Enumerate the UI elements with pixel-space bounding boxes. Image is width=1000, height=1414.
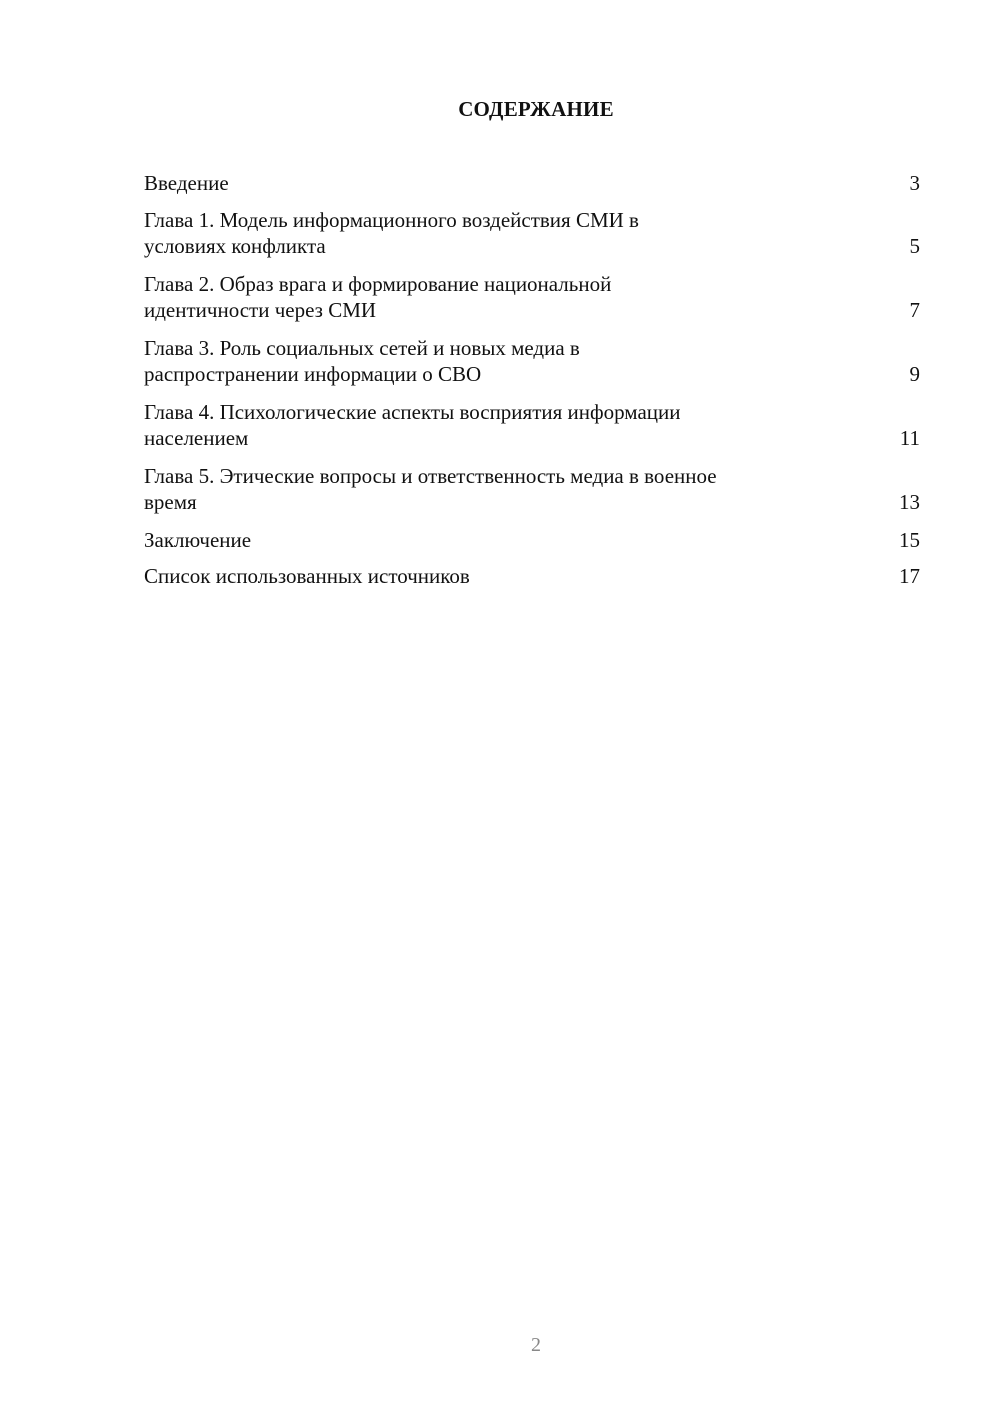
toc-entry-chapter-4 [144, 399, 920, 452]
toc-entry-page: 9 [909, 362, 920, 386]
toc-entry-page: 11 [899, 426, 920, 450]
toc-entry-label: Введение [144, 171, 229, 195]
toc-entry-chapter-2 [144, 271, 920, 324]
toc-entry-chapter-5 [144, 463, 920, 516]
table-of-contents [144, 170, 920, 600]
toc-entry-label: Список использованных источников [144, 564, 470, 588]
toc-entry-page: 3 [909, 171, 920, 195]
toc-entry-label: Глава 5. Этические вопросы и ответственность медиа в военное время [144, 463, 717, 514]
toc-entry-references [144, 563, 920, 590]
toc-entry-label: Заключение [144, 527, 252, 552]
toc-entry-introduction [144, 170, 920, 197]
page-number: 2 [531, 1334, 541, 1356]
toc-entry-page: 5 [909, 234, 920, 258]
toc-entry-label: Глава 1. Модель информационного воздействия СМИ в условиях конфликта [144, 207, 639, 258]
toc-entry-chapter-3 [144, 335, 920, 388]
toc-entry-conclusion [144, 527, 920, 554]
toc-entry-page: 15 [899, 527, 920, 552]
toc-entry-page: 13 [899, 490, 920, 514]
toc-entry-label: Глава 4. Психологические аспекты восприятия информации населением [144, 399, 681, 450]
toc-title: СОДЕРЖАНИЕ [458, 97, 614, 121]
toc-entry-label: Глава 3. Роль социальных сетей и новых медиа в распространении информации о СВО [144, 335, 580, 386]
toc-entry-page: 7 [909, 298, 920, 322]
toc-entry-label: Глава 2. Образ врага и формирование национальной идентичности через СМИ [144, 271, 612, 322]
toc-entry-chapter-1 [144, 207, 920, 260]
toc-entry-page: 17 [899, 564, 920, 588]
